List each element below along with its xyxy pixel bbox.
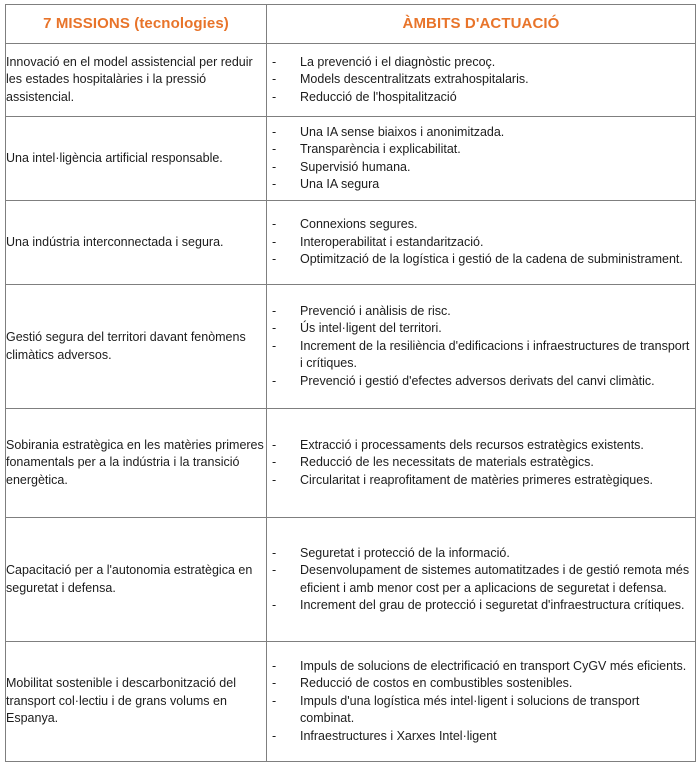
areas-cell	[267, 409, 696, 518]
list-item	[267, 562, 695, 597]
item-text: Ús intel·ligent del territori.	[300, 321, 442, 336]
item-text: Extracció i processaments dels recursos estratègics existents.	[300, 437, 644, 452]
mission-cell: Innovació en el model assistencial per reduir les estades hospitalàries i la pressió assistencial.	[6, 44, 267, 117]
list-item	[267, 675, 695, 693]
bullet-dash: -	[272, 373, 277, 388]
bullet-dash: -	[272, 676, 277, 691]
bullet-dash: -	[272, 252, 277, 267]
mission-cell: Una indústria interconnectada i segura.	[6, 201, 267, 285]
bullet-dash: -	[272, 234, 277, 249]
item-text: Transparència i explicabilitat.	[300, 142, 461, 156]
list-item	[267, 159, 695, 177]
areas-cell	[267, 44, 696, 117]
table-row	[6, 117, 696, 201]
list-item	[267, 658, 695, 676]
list-item	[267, 597, 695, 615]
list-item	[267, 54, 695, 72]
list-item	[267, 124, 695, 142]
bullet-dash: -	[272, 321, 277, 336]
list-item	[267, 373, 695, 391]
item-text: Una IA segura	[300, 177, 380, 191]
list-item	[267, 454, 695, 472]
list-item	[267, 437, 695, 455]
bullet-dash: -	[272, 545, 277, 560]
item-text: Prevenció i anàlisis de risc.	[300, 303, 451, 318]
list-item	[267, 71, 695, 89]
list-item	[267, 176, 695, 194]
item-text: Prevenció i gestió d'efectes adversos derivats del canvi climàtic.	[300, 373, 655, 388]
item-text: La prevenció i el diagnòstic precoç.	[300, 54, 496, 69]
areas-cell	[267, 201, 696, 285]
header-row	[6, 5, 696, 44]
item-text: Impuls de solucions de electrificació en transport CyGV més eficients.	[300, 658, 687, 673]
header-missions: 7 MISSIONS (tecnologies)	[6, 5, 267, 44]
table-row	[6, 285, 696, 409]
list-item	[267, 141, 695, 159]
bullet-dash: -	[272, 303, 277, 318]
item-text: Circularitat i reaprofitament de matèries primeres estratègiques.	[300, 472, 653, 487]
item-text: Optimització de la logística i gestió de la cadena de subministrament.	[300, 252, 683, 267]
item-text: Reducció de costos en combustibles sostenibles.	[300, 676, 573, 691]
bullet-dash: -	[272, 693, 277, 708]
table-row	[6, 44, 696, 117]
list-item	[267, 472, 695, 490]
item-text: Supervisió humana.	[300, 159, 411, 174]
bullet-dash: -	[272, 72, 277, 87]
item-text: Interoperabilitat i estandarització.	[300, 234, 484, 249]
bullet-dash: -	[272, 89, 277, 104]
mission-cell: Sobirania estratègica en les matèries primeres fonamentals per a la indústria i la transició energètica.	[6, 409, 267, 518]
bullet-dash: -	[272, 159, 277, 174]
item-text: Infraestructures i Xarxes Intel·ligent	[300, 728, 497, 743]
mission-cell: Una intel·ligència artificial responsable.	[6, 117, 267, 201]
bullet-dash: -	[272, 455, 277, 470]
item-text: Connexions segures.	[300, 217, 418, 232]
bullet-dash: -	[272, 728, 277, 743]
list-item	[267, 320, 695, 338]
bullet-dash: -	[272, 142, 277, 156]
list-item	[267, 693, 695, 728]
mission-cell: Mobilitat sostenible i descarbonització del transport col·lectiu i de grans volums en Espanya.	[6, 642, 267, 762]
item-text: Increment de la resiliència d'edificacions i infraestructures de transport i crítiques.	[300, 338, 690, 371]
item-text: Increment del grau de protecció i seguretat d'infraestructura crítiques.	[300, 598, 685, 612]
bullet-dash: -	[272, 437, 277, 452]
table-row	[6, 518, 696, 642]
missions-table	[5, 4, 696, 762]
item-text: Seguretat i protecció de la informació.	[300, 545, 510, 560]
areas-cell	[267, 642, 696, 762]
areas-cell	[267, 117, 696, 201]
header-areas: ÀMBITS D'ACTUACIÓ	[267, 5, 696, 44]
bullet-dash: -	[272, 177, 277, 191]
list-item	[267, 251, 695, 269]
areas-cell	[267, 518, 696, 642]
mission-cell: Capacitació per a l'autonomia estratègica en seguretat i defensa.	[6, 518, 267, 642]
item-text: Una IA sense biaixos i anonimitzada.	[300, 124, 505, 139]
bullet-dash: -	[272, 54, 277, 69]
bullet-dash: -	[272, 217, 277, 232]
item-text: Desenvolupament de sistemes automatitzades i de gestió remota més eficient i amb menor cost per a aplicacions de seguretat i defensa.	[300, 563, 690, 595]
table-row	[6, 409, 696, 518]
mission-cell: Gestió segura del territori davant fenòmens climàtics adversos.	[6, 285, 267, 409]
list-item	[267, 728, 695, 746]
list-item	[267, 303, 695, 321]
item-text: Reducció de l'hospitalització	[300, 89, 457, 104]
bullet-dash: -	[272, 124, 277, 139]
list-item	[267, 338, 695, 373]
item-text: Models descentralitzats extrahospitalaris.	[300, 72, 529, 87]
item-text: Reducció de les necessitats de materials estratègics.	[300, 455, 594, 470]
bullet-dash: -	[272, 658, 277, 673]
bullet-dash: -	[272, 472, 277, 487]
bullet-dash: -	[272, 563, 277, 577]
list-item	[267, 216, 695, 234]
list-item	[267, 89, 695, 107]
table-row	[6, 642, 696, 762]
bullet-dash: -	[272, 598, 277, 612]
list-item	[267, 545, 695, 563]
item-text: Impuls d'una logística més intel·ligent i solucions de transport combinat.	[300, 693, 640, 726]
table-row	[6, 201, 696, 285]
bullet-dash: -	[272, 338, 277, 353]
areas-cell	[267, 285, 696, 409]
list-item	[267, 234, 695, 252]
